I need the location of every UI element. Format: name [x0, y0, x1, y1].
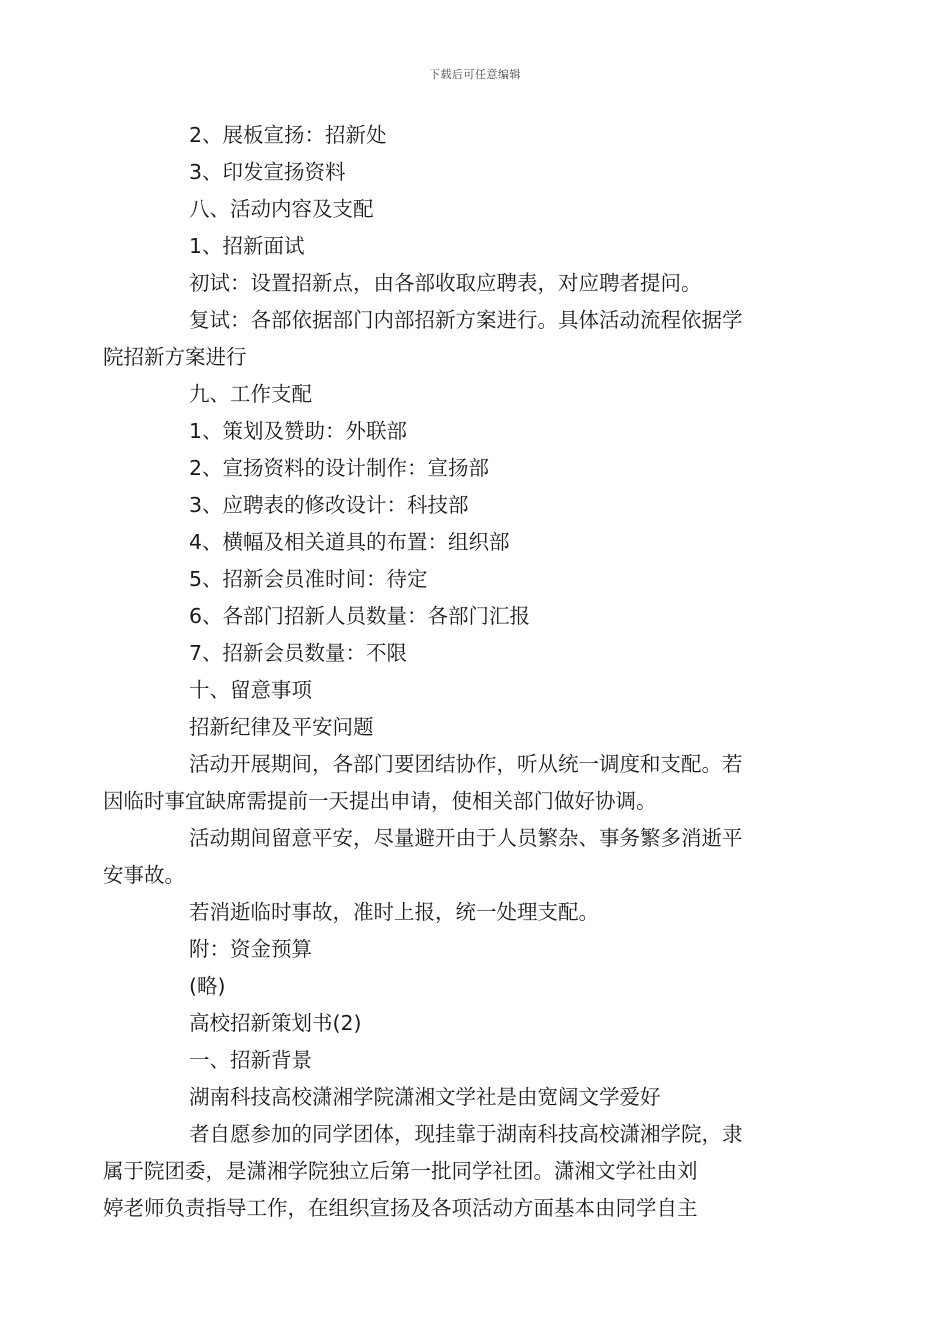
paragraph-line: 3、应聘表的修改设计：科技部: [189, 493, 469, 517]
paragraph-line: 九、工作支配: [189, 382, 312, 406]
paragraph-line: 2、展板宣扬：招新处: [189, 123, 387, 147]
paragraph: [103, 302, 806, 376]
paragraph: [103, 746, 806, 820]
paragraph-line: 者自愿参加的同学团体，现挂靠于湖南科技高校潇湘学院，隶: [189, 1122, 743, 1146]
paragraph-line: 安事故。: [103, 863, 185, 887]
paragraph-line: (略): [189, 974, 226, 998]
paragraph-line: 活动期间留意平安，尽量避开由于人员繁杂、事务繁多消逝平: [189, 826, 743, 850]
paragraph-line: 7、招新会员数量：不限: [189, 641, 408, 665]
paragraph-line: 因临时事宜缺席需提前一天提出申请，使相关部门做好协调。: [103, 789, 657, 813]
paragraph: [146, 154, 806, 191]
paragraph-line: 附：资金预算: [189, 937, 312, 961]
paragraph-line: 5、招新会员准时间：待定: [189, 567, 428, 591]
paragraph: [146, 1079, 806, 1116]
paragraph: [146, 894, 806, 931]
paragraph-line: 1、招新面试: [189, 234, 305, 258]
paragraph: [103, 1116, 806, 1227]
paragraph: [146, 672, 806, 709]
paragraph: [146, 487, 806, 524]
paragraph-line: 十、留意事项: [189, 678, 312, 702]
paragraph: [146, 191, 806, 228]
paragraph: [146, 968, 806, 1005]
paragraph: [146, 561, 806, 598]
paragraph: [146, 265, 806, 302]
paragraph: [146, 117, 806, 154]
paragraph-line: 2、宣扬资料的设计制作：宣扬部: [189, 456, 490, 480]
paragraph-line: 活动开展期间，各部门要团结协作，听从统一调度和支配。若: [189, 752, 743, 776]
paragraph-line: 4、横幅及相关道具的布置：组织部: [189, 530, 510, 554]
paragraph: [146, 1042, 806, 1079]
paragraph-line: 高校招新策划书(2): [189, 1011, 362, 1035]
paragraph-line: 湖南科技高校潇湘学院潇湘文学社是由宽阔文学爱好: [189, 1085, 661, 1109]
paragraph: [146, 524, 806, 561]
paragraph-line: 属于院团委，是潇湘学院独立后第一批同学社团。潇湘文学社由刘: [103, 1159, 698, 1183]
paragraph-line: 6、各部门招新人员数量：各部门汇报: [189, 604, 531, 628]
paragraph: [146, 635, 806, 672]
paragraph-line: 院招新方案进行: [103, 345, 247, 369]
header-note: 下载后可任意编辑: [429, 68, 521, 81]
paragraph: [103, 820, 806, 894]
document-body: [103, 117, 806, 1227]
paragraph-line: 招新纪律及平安问题: [189, 715, 374, 739]
paragraph-line: 1、策划及赞助：外联部: [189, 419, 408, 443]
paragraph: [146, 450, 806, 487]
paragraph: [146, 1005, 806, 1042]
paragraph: [146, 413, 806, 450]
paragraph: [146, 228, 806, 265]
paragraph-line: 婷老师负责指导工作，在组织宣扬及各项活动方面基本由同学自主: [103, 1196, 698, 1220]
paragraph-line: 3、印发宣扬资料: [189, 160, 346, 184]
paragraph: [146, 931, 806, 968]
paragraph: [146, 376, 806, 413]
paragraph-line: 一、招新背景: [189, 1048, 312, 1072]
paragraph-line: 八、活动内容及支配: [189, 197, 374, 221]
paragraph-line: 初试：设置招新点，由各部收取应聘表，对应聘者提问。: [189, 271, 702, 295]
paragraph: [146, 709, 806, 746]
paragraph-line: 复试：各部依据部门内部招新方案进行。具体活动流程依据学: [189, 308, 743, 332]
paragraph-line: 若消逝临时事故，准时上报，统一处理支配。: [189, 900, 599, 924]
paragraph: [146, 598, 806, 635]
